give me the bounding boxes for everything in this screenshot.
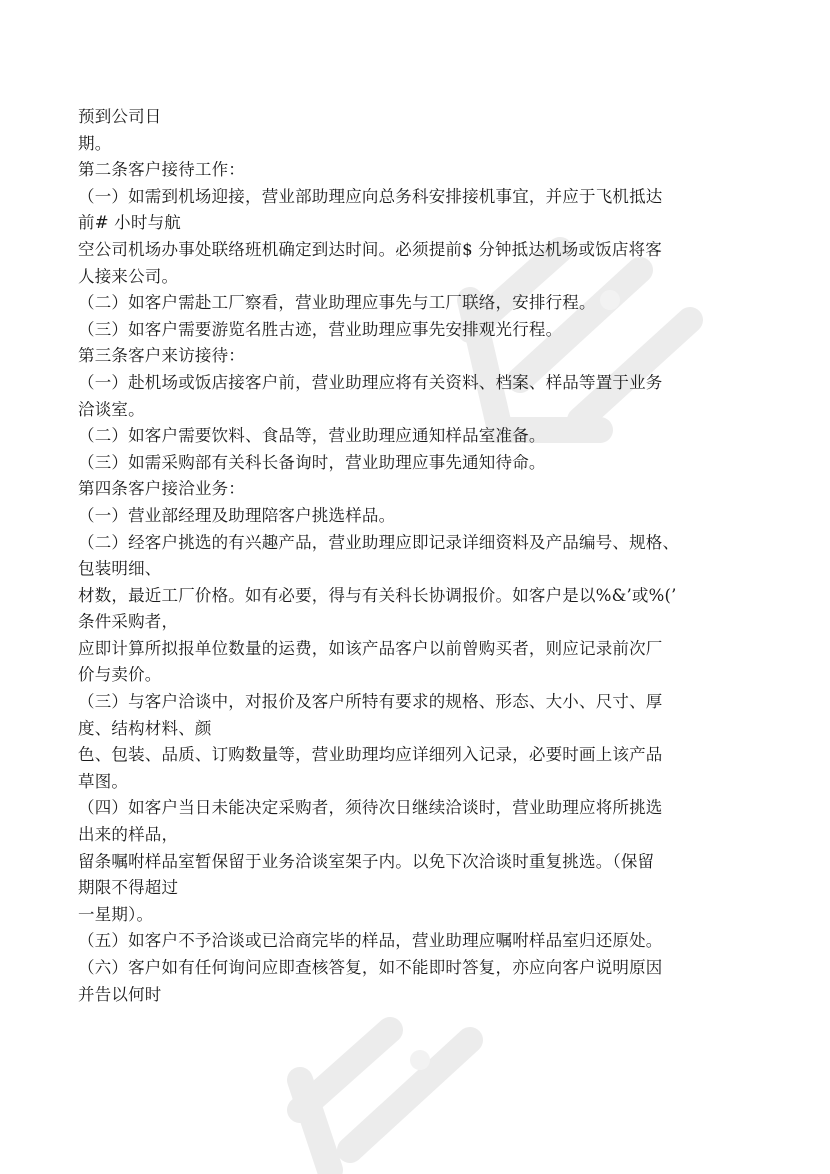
text-line: （三）与客户洽谈中，对报价及客户所特有要求的规格、形态、大小、尺寸、厚 [78, 692, 663, 712]
article-heading: 第三条客户来访接待： [78, 346, 245, 366]
text-line: （二）如客户需赴工厂察看，营业助理应事先与工厂联络，安排行程。 [78, 293, 596, 313]
text-line: （三）如客户需要游览名胜古迹，营业助理应事先安排观光行程。 [78, 319, 563, 339]
text-line: 草图。 [78, 771, 129, 791]
text-line: 预到公司日 [78, 107, 162, 126]
text-line: 前# 小时与航 [78, 213, 181, 233]
text-line: 人接来公司。 [78, 266, 179, 286]
text-line: 应即计算所拟报单位数量的运费，如该产品客户以前曾购买者，则应记录前次厂 [78, 638, 663, 658]
text-line: 洽谈室。 [78, 399, 145, 419]
text-line: 色、包装、品质、订购数量等，营业助理均应详细列入记录，必要时画上该产品 [78, 745, 663, 765]
text-line: （一）赴机场或饭店接客户前，营业助理应将有关资料、档案、样品等置于业务 [78, 372, 663, 392]
text-line: 期。 [78, 133, 112, 153]
text-line: （一）营业部经理及助理陪客户挑选样品。 [78, 505, 396, 525]
text-line: 价与卖价。 [78, 665, 162, 685]
article-heading: 第二条客户接待工作： [78, 160, 245, 180]
text-line: 条件采购者， [78, 612, 179, 632]
text-line: 出来的样品， [78, 825, 179, 845]
text-line: （三）如需采购部有关科长备询时，营业助理应事先通知待命。 [78, 452, 546, 472]
text-line: 留条嘱咐样品室暂保留于业务洽谈室架子内。以免下次洽谈时重复挑选。（保留 [78, 851, 655, 871]
text-line: （四）如客户当日未能决定采购者，须待次日继续洽谈时，营业助理应将所挑选 [78, 798, 663, 818]
text-line: 包装明细、 [78, 559, 162, 579]
text-line: （二）经客户挑选的有兴趣产品，营业助理应即记录详细资料及产品编号、规格、 [78, 532, 680, 552]
text-line: 空公司机场办事处联络班机确定到达时间。必须提前$ 分钟抵达机场或饭店将客 [78, 239, 662, 259]
text-line: （六）客户如有任何询问应即查核答复，如不能即时答复，亦应向客户说明原因 [78, 958, 663, 977]
text-line: 并告以何时 [78, 984, 162, 1004]
article-heading: 第四条客户接洽业务： [78, 479, 245, 499]
text-line: （一）如需到机场迎接，营业部助理应向总务科安排接机事宜，并应于飞机抵达 [78, 186, 663, 206]
text-line: 期限不得超过 [78, 878, 179, 898]
text-line: （二）如客户需要饮料、食品等，营业助理应通知样品室准备。 [78, 426, 546, 446]
text-line: （五）如客户不予洽谈或已洽商完毕的样品，营业助理应嘱咐样品室归还原处。 [78, 931, 663, 951]
text-line: 度、结构材料、颜 [78, 718, 212, 738]
text-line: 一星期）。 [78, 904, 154, 924]
text-line: 材数，最近工厂价格。如有必要，得与有关科长协调报价。如客户是以%&’或%(’ [78, 585, 677, 605]
document-body [78, 104, 768, 1008]
